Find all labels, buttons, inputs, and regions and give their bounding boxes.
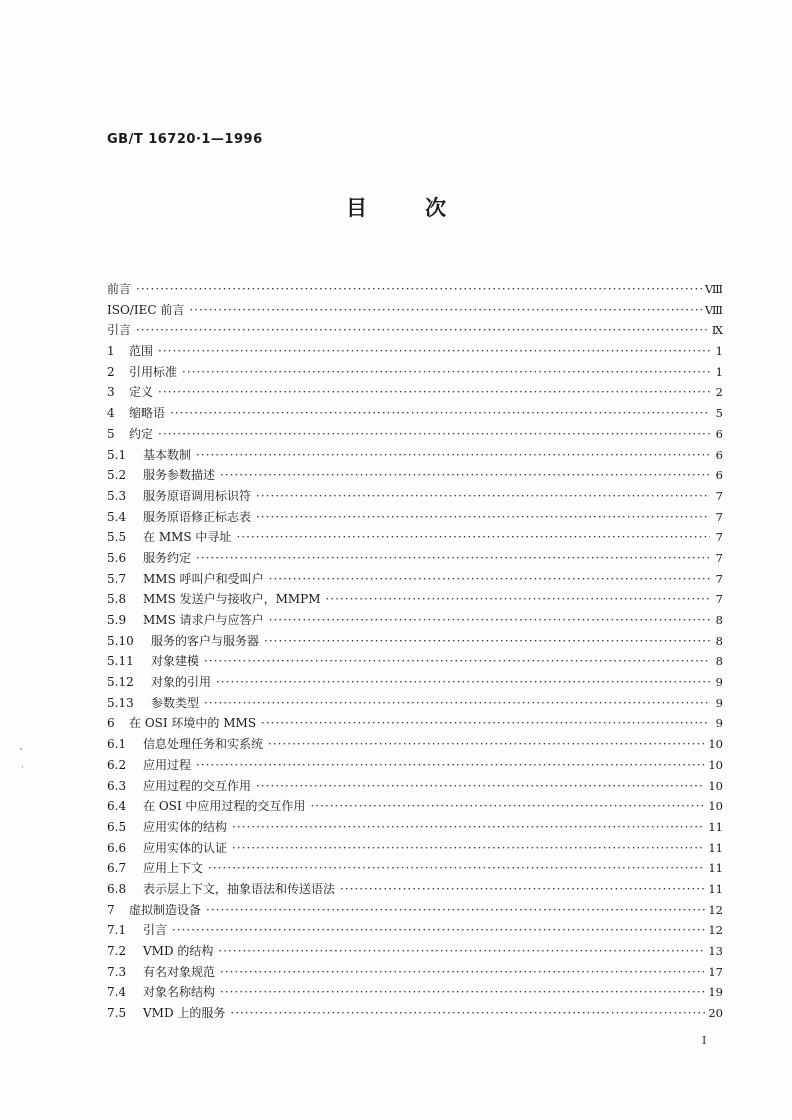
toc-entry bbox=[107, 962, 723, 983]
toc-entry-title: MMS 发送户与接收户，MMPM bbox=[143, 592, 321, 607]
toc-leader-dots bbox=[189, 300, 702, 321]
toc-entry-title: 应用上下文 bbox=[143, 861, 204, 876]
toc-leader-dots bbox=[310, 796, 705, 817]
toc-entry bbox=[107, 693, 723, 714]
toc-leader-dots bbox=[182, 362, 710, 383]
toc-leader-dots bbox=[256, 486, 710, 507]
toc-entry-title: 在 MMS 中寻址 bbox=[143, 530, 232, 545]
toc-entry-page: 5 bbox=[715, 406, 723, 421]
toc-entry-number: 7 bbox=[107, 902, 115, 917]
toc-entry bbox=[107, 548, 723, 569]
toc-entry-page: 17 bbox=[708, 964, 723, 979]
toc-leader-dots bbox=[236, 527, 710, 548]
toc-entry-number: 2 bbox=[107, 364, 115, 379]
toc-entry-title: 服务参数描述 bbox=[143, 468, 216, 483]
toc-entry-title: VMD 上的服务 bbox=[143, 1006, 226, 1021]
toc-title bbox=[0, 192, 792, 222]
toc-entry-number: 6 bbox=[107, 716, 115, 731]
toc-entry-title: 服务的客户与服务器 bbox=[151, 633, 260, 648]
toc-entry-page: 11 bbox=[708, 840, 723, 855]
toc-entry-title: 表示层上下文，抽象语法和传送语法 bbox=[143, 881, 336, 896]
toc-entry bbox=[107, 755, 723, 776]
toc-entry bbox=[107, 631, 723, 652]
scan-speck bbox=[22, 766, 23, 768]
toc-leader-dots bbox=[158, 424, 710, 445]
toc-entry-page: 9 bbox=[715, 695, 723, 710]
scan-speck bbox=[20, 748, 22, 750]
toc-entry-page: 19 bbox=[708, 985, 723, 1000]
toc-leader-dots bbox=[136, 279, 702, 300]
toc-leader-dots bbox=[158, 382, 710, 403]
toc-entry-page: 11 bbox=[708, 819, 723, 834]
toc-entry-page: 7 bbox=[715, 530, 723, 545]
toc-leader-dots bbox=[232, 817, 705, 838]
toc-entry-page: 1 bbox=[715, 364, 723, 379]
toc-leader-dots bbox=[206, 900, 705, 921]
toc-entry-title: ISO/IEC 前言 bbox=[107, 302, 185, 317]
toc-entry bbox=[107, 527, 723, 548]
toc-entry-page: 6 bbox=[715, 426, 723, 441]
toc-entry-number: 5.7 bbox=[107, 571, 127, 586]
toc-leader-dots bbox=[136, 320, 709, 341]
toc-entry-number: 6.2 bbox=[107, 757, 127, 772]
toc-entry-page: 2 bbox=[715, 385, 723, 400]
toc-entry-number: 6.7 bbox=[107, 861, 127, 876]
toc-leader-dots bbox=[256, 776, 705, 797]
toc-entry-title: 虚拟制造设备 bbox=[129, 902, 202, 917]
toc-entry-number: 5.9 bbox=[107, 613, 127, 627]
toc-entry-page: 12 bbox=[708, 902, 723, 917]
toc-entry-title: 定义 bbox=[129, 385, 154, 400]
toc-entry bbox=[107, 920, 723, 941]
toc-entry-title: 应用实体的结构 bbox=[143, 819, 228, 834]
toc-entry-title: 应用过程的交互作用 bbox=[143, 778, 252, 793]
toc-title-char-2: 次 bbox=[425, 196, 446, 220]
toc-entry-page: 7 bbox=[715, 509, 723, 524]
toc-entry-page: 1 bbox=[715, 344, 723, 359]
toc-entry-title: 前言 bbox=[107, 282, 132, 296]
toc-leader-dots bbox=[158, 341, 710, 362]
toc-entry-page: 9 bbox=[715, 675, 723, 690]
toc-entry-page: 6 bbox=[715, 468, 723, 483]
toc-entry-title: 引言 bbox=[143, 923, 168, 938]
toc-leader-dots bbox=[326, 589, 710, 610]
toc-entry-number: 5.10 bbox=[107, 633, 134, 648]
toc-entry bbox=[107, 569, 723, 590]
toc-entry-title: 有名对象规范 bbox=[143, 964, 216, 979]
toc-entry bbox=[107, 734, 723, 755]
toc-entry-page: 13 bbox=[708, 944, 723, 958]
toc-entry-number: 5.4 bbox=[107, 509, 127, 524]
toc-entry-number: 7.1 bbox=[107, 923, 127, 938]
toc-leader-dots bbox=[172, 920, 705, 941]
toc-entry-page: 9 bbox=[715, 716, 723, 731]
toc-entry bbox=[107, 776, 723, 797]
toc-entry-page: 7 bbox=[715, 488, 723, 503]
toc-entry bbox=[107, 445, 723, 466]
toc-entry bbox=[107, 982, 723, 1003]
toc-entry-page: 7 bbox=[715, 592, 723, 607]
table-of-contents bbox=[107, 279, 723, 1024]
toc-entry-title: 在 OSI 中应用过程的交互作用 bbox=[143, 799, 306, 814]
toc-entry-title: MMS 请求户与应答户 bbox=[143, 613, 264, 627]
toc-entry-title: 缩略语 bbox=[129, 406, 166, 421]
toc-leader-dots bbox=[269, 569, 710, 590]
toc-entry-page: 8 bbox=[715, 633, 723, 648]
toc-leader-dots bbox=[220, 962, 705, 983]
toc-leader-dots bbox=[340, 879, 705, 900]
toc-entry-page: 10 bbox=[708, 737, 723, 752]
toc-entry-title: 引言 bbox=[107, 323, 132, 338]
toc-entry-page: 8 bbox=[715, 654, 723, 669]
toc-entry-number: 5.5 bbox=[107, 530, 127, 545]
toc-entry-number: 6.8 bbox=[107, 881, 127, 896]
toc-entry bbox=[107, 610, 723, 631]
toc-entry-page: 20 bbox=[708, 1006, 723, 1021]
toc-entry-page: 11 bbox=[708, 881, 723, 896]
toc-leader-dots bbox=[170, 403, 710, 424]
toc-entry bbox=[107, 279, 723, 300]
toc-entry-number: 6.5 bbox=[107, 819, 127, 834]
toc-leader-dots bbox=[220, 982, 705, 1003]
toc-entry-page: 8 bbox=[715, 613, 723, 627]
toc-entry bbox=[107, 486, 723, 507]
toc-entry bbox=[107, 858, 723, 879]
toc-entry-title: 对象名称结构 bbox=[143, 985, 216, 1000]
toc-entry bbox=[107, 320, 723, 341]
toc-leader-dots bbox=[216, 672, 710, 693]
toc-entry-page: 7 bbox=[715, 550, 723, 565]
toc-entry-title: 应用实体的认证 bbox=[143, 840, 228, 855]
toc-entry-page: Ⅸ bbox=[711, 323, 723, 338]
toc-leader-dots bbox=[208, 858, 705, 879]
toc-entry-title: 约定 bbox=[129, 426, 154, 441]
toc-entry bbox=[107, 941, 723, 962]
toc-entry-number: 5.6 bbox=[107, 550, 127, 565]
toc-title-char-1: 目 bbox=[346, 196, 367, 220]
toc-entry-number: 5.1 bbox=[107, 447, 127, 462]
toc-entry-number: 5.2 bbox=[107, 468, 127, 483]
standard-code: GB/T 16720·1—1996 bbox=[107, 132, 263, 147]
toc-leader-dots bbox=[220, 465, 710, 486]
toc-leader-dots bbox=[218, 941, 705, 962]
toc-entry-number: 3 bbox=[107, 385, 115, 400]
toc-entry-number: 4 bbox=[107, 406, 115, 421]
toc-leader-dots bbox=[256, 507, 710, 528]
toc-leader-dots bbox=[196, 755, 705, 776]
toc-entry-title: 应用过程 bbox=[143, 757, 192, 772]
toc-entry-title: 服务原语调用标识符 bbox=[143, 488, 252, 503]
toc-entry-number: 1 bbox=[107, 344, 115, 359]
toc-entry-number: 7.2 bbox=[107, 944, 127, 958]
toc-entry-number: 7.4 bbox=[107, 985, 127, 1000]
toc-entry-title: 服务约定 bbox=[143, 550, 192, 565]
toc-entry-number: 5.11 bbox=[107, 654, 134, 669]
toc-entry bbox=[107, 879, 723, 900]
toc-leader-dots bbox=[268, 734, 705, 755]
toc-entry bbox=[107, 1003, 723, 1024]
toc-entry-page: 10 bbox=[708, 757, 723, 772]
toc-leader-dots bbox=[230, 1003, 705, 1024]
toc-entry-number: 5.8 bbox=[107, 592, 127, 607]
toc-leader-dots bbox=[269, 610, 710, 631]
toc-entry-title: VMD 的结构 bbox=[143, 944, 214, 958]
toc-entry-page: Ⅷ bbox=[704, 302, 723, 317]
toc-entry bbox=[107, 900, 723, 921]
toc-entry-number: 5.13 bbox=[107, 695, 134, 710]
toc-entry bbox=[107, 651, 723, 672]
toc-entry-title: 基本数制 bbox=[143, 447, 192, 462]
toc-entry-number: 6.3 bbox=[107, 778, 127, 793]
toc-entry-title: 对象的引用 bbox=[151, 675, 212, 690]
toc-entry-title: 服务原语修正标志表 bbox=[143, 509, 252, 524]
toc-entry-page: 7 bbox=[715, 571, 723, 586]
toc-entry-page: 11 bbox=[708, 861, 723, 876]
toc-entry-title: 参数类型 bbox=[151, 695, 200, 710]
toc-leader-dots bbox=[232, 838, 705, 859]
toc-entry-page: Ⅷ bbox=[704, 282, 723, 296]
toc-entry-number: 6.1 bbox=[107, 737, 127, 752]
toc-leader-dots bbox=[261, 713, 710, 734]
toc-entry bbox=[107, 403, 723, 424]
toc-entry bbox=[107, 796, 723, 817]
toc-entry-page: 10 bbox=[708, 778, 723, 793]
toc-entry-title: 对象建模 bbox=[151, 654, 200, 669]
toc-entry-title: 引用标准 bbox=[129, 364, 178, 379]
toc-entry-number: 5 bbox=[107, 426, 115, 441]
toc-entry bbox=[107, 838, 723, 859]
toc-entry bbox=[107, 465, 723, 486]
toc-entry bbox=[107, 589, 723, 610]
toc-entry-number: 6.6 bbox=[107, 840, 127, 855]
toc-entry-page: 10 bbox=[708, 799, 723, 814]
toc-entry bbox=[107, 507, 723, 528]
toc-entry-number: 5.12 bbox=[107, 675, 134, 690]
toc-entry bbox=[107, 817, 723, 838]
toc-entry-title: 在 OSI 环境中的 MMS bbox=[129, 716, 257, 731]
toc-leader-dots bbox=[204, 693, 710, 714]
toc-entry-title: MMS 呼叫户和受叫户 bbox=[143, 571, 264, 586]
toc-entry-number: 7.5 bbox=[107, 1006, 127, 1021]
toc-leader-dots bbox=[264, 631, 710, 652]
toc-entry bbox=[107, 382, 723, 403]
toc-entry bbox=[107, 713, 723, 734]
page-number: Ⅰ bbox=[702, 1034, 707, 1047]
toc-entry-number: 6.4 bbox=[107, 799, 127, 814]
toc-entry bbox=[107, 341, 723, 362]
toc-entry-number: 5.3 bbox=[107, 488, 127, 503]
toc-entry-title: 范围 bbox=[129, 344, 154, 359]
toc-entry-page: 6 bbox=[715, 447, 723, 462]
toc-entry-number: 7.3 bbox=[107, 964, 127, 979]
toc-entry bbox=[107, 672, 723, 693]
toc-leader-dots bbox=[196, 548, 710, 569]
toc-entry bbox=[107, 362, 723, 383]
toc-leader-dots bbox=[196, 445, 710, 466]
toc-entry bbox=[107, 424, 723, 445]
toc-leader-dots bbox=[204, 651, 710, 672]
toc-entry-page: 12 bbox=[708, 923, 723, 938]
toc-entry bbox=[107, 300, 723, 321]
toc-entry-title: 信息处理任务和实系统 bbox=[143, 737, 264, 752]
